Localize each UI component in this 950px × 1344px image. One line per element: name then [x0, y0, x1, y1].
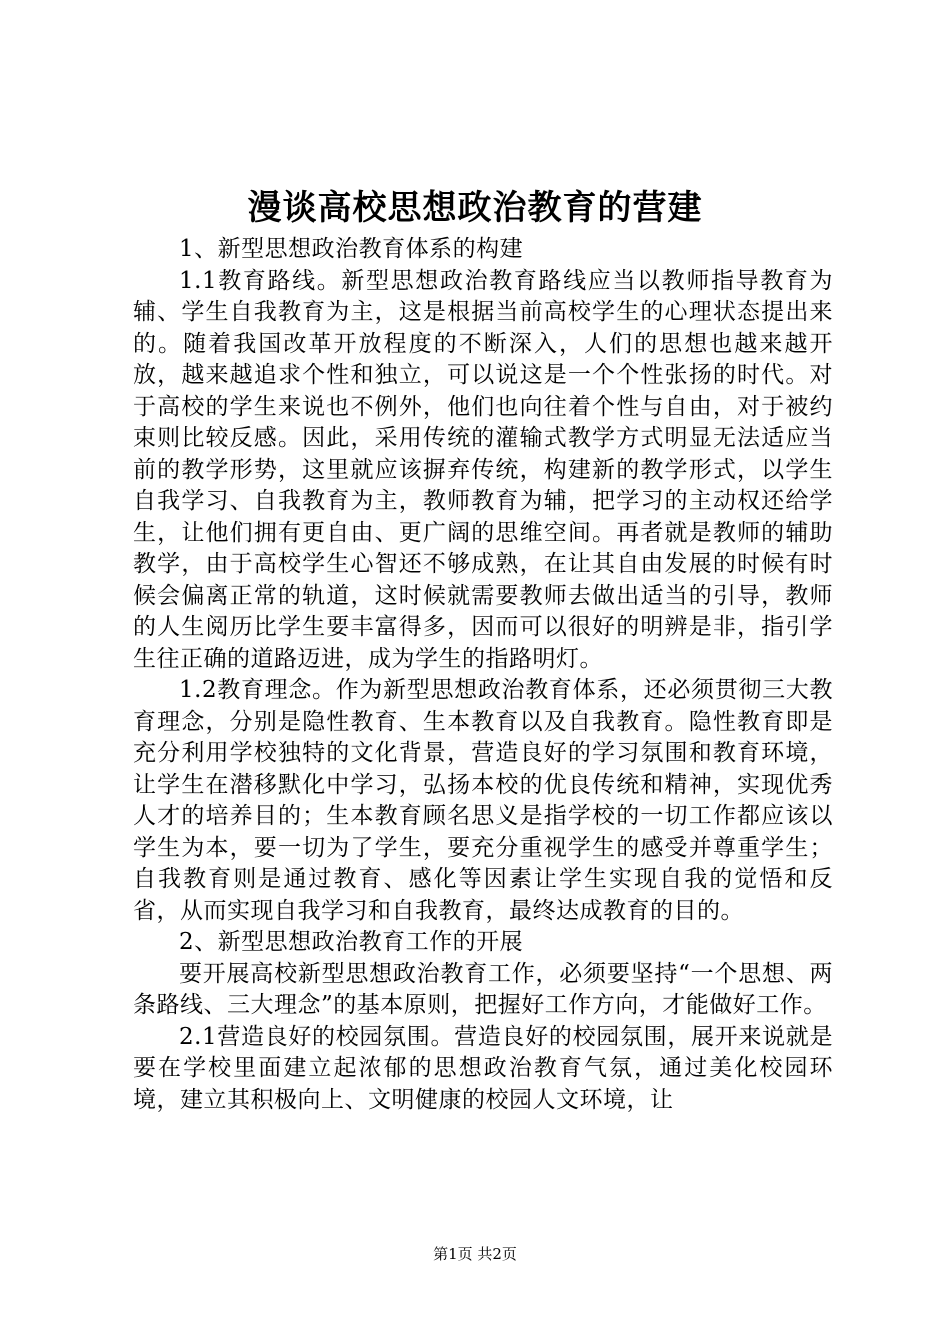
document-body	[133, 234, 833, 1116]
paragraph-1-1: 1.1教育路线。新型思想政治教育路线应当以教师指导教育为辅、学生自我教育为主，这是根据当前高校学生的心理状态提出来的。随着我国改革开放程度的不断深入，人们的思想也越来越开放，越来越追求个性和独立，可以说这是一个个性张扬的时代。对于高校的学生来说也不例外，他们也向往着个性与自由，对于被约束则比较反感。因此，采用传统的灌输式教学方式明显无法适应当前的教学形势，这里就应该摒弃传统，构建新的教学形式，以学生自我学习、自我教育为主，教师教育为辅，把学习的主动权还给学生，让他们拥有更自由、更广阔的思维空间。再者就是教师的辅助教学，由于高校学生心智还不够成熟，在让其自由发展的时候有时候会偏离正常的轨道，这时候就需要教师去做出适当的引导，教师的人生阅历比学生要丰富得多，因而可以很好的明辨是非，指引学生往正确的道路迈进，成为学生的指路明灯。	[133, 267, 833, 672]
paragraph-1-2: 1.2教育理念。作为新型思想政治教育体系，还必须贯彻三大教育理念，分别是隐性教育、生本教育以及自我教育。隐性教育即是充分利用学校独特的文化背景，营造良好的学习氛围和教育环境，让学生在潜移默化中学习，弘扬本校的优良传统和精神，实现优秀人才的培养目的；生本教育顾名思义是指学校的一切工作都应该以学生为本，要一切为了学生，要充分重视学生的感受并尊重学生；自我教育则是通过教育、感化等因素让学生实现自我的觉悟和反省，从而实现自我学习和自我教育，最终达成教育的目的。	[133, 677, 833, 924]
page-footer: 第1页 共2页	[433, 1245, 517, 1263]
section-heading-1: 1、新型思想政治教育体系的构建	[179, 236, 524, 262]
section-heading-2: 2、新型思想政治教育工作的开展	[179, 929, 524, 955]
document-title: 漫谈高校思想政治教育的营建	[247, 188, 703, 228]
paragraph-2-intro: 要开展高校新型思想政治教育工作，必须要坚持“一个思想、两条路线、三大理念”的基本原则，把握好工作方向，才能做好工作。	[133, 960, 833, 1018]
paragraph-2-1: 2.1营造良好的校园氛围。营造良好的校园氛围，展开来说就是要在学校里面建立起浓郁的思想政治教育气氛，通过美化校园环境，建立其积极向上、文明健康的校园人文环境，让	[133, 1023, 833, 1113]
